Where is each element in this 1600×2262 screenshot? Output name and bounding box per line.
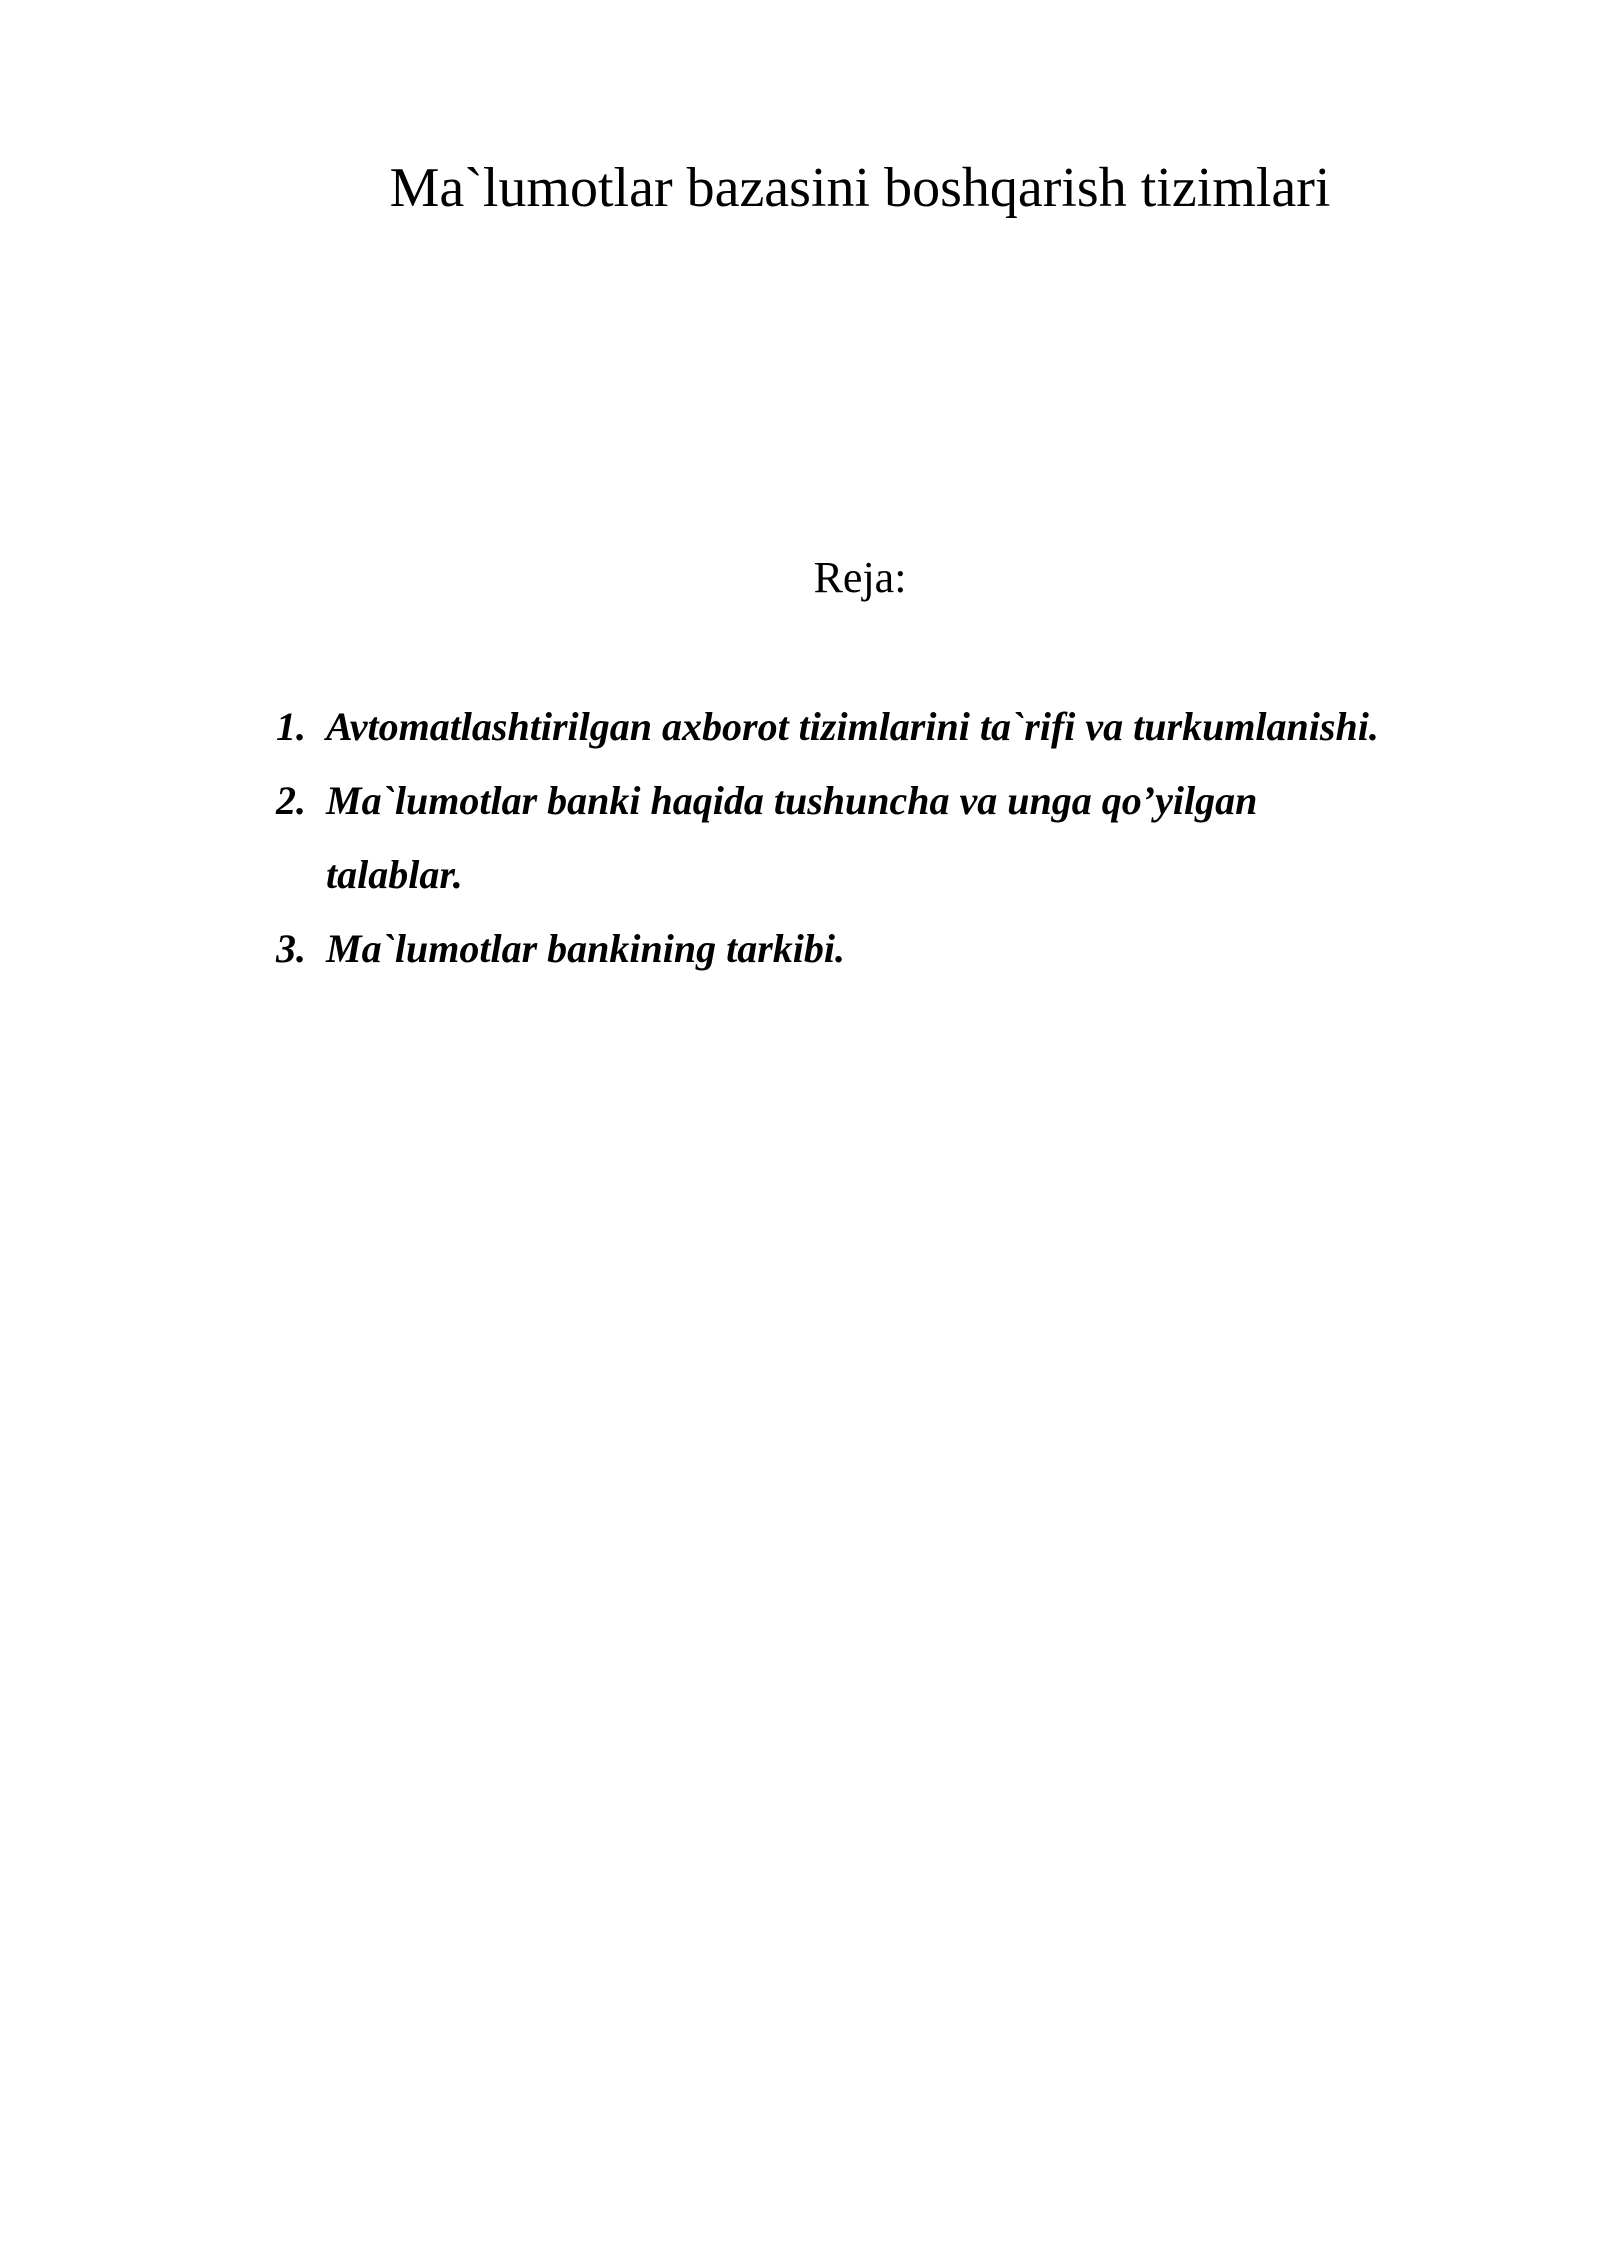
- document-title: Ma`lumotlar bazasini boshqarish tizimlari: [389, 157, 1331, 219]
- plan-item-text: [326, 912, 1506, 986]
- plan-heading: Reja:: [813, 553, 907, 602]
- plan-item-number: 3.: [276, 926, 306, 971]
- plan-item-line: talablar.: [326, 852, 463, 897]
- plan-item: [276, 912, 1506, 986]
- plan-item-line: Ma`lumotlar banki haqida tushuncha va unga qo’yilgan: [326, 778, 1258, 823]
- plan-item-line: Ma`lumotlar bankining tarkibi.: [326, 926, 846, 971]
- plan-item-number: 2.: [276, 778, 306, 823]
- plan-item-text: [326, 690, 1506, 764]
- plan-item: [276, 764, 1506, 912]
- plan-item: [276, 690, 1506, 764]
- plan-item-line: Avtomatlashtirilgan axborot tizimlarini ta`rifi va turkumlanishi.: [326, 704, 1379, 749]
- plan-list: [276, 690, 1506, 986]
- plan-item-text: [326, 764, 1506, 912]
- plan-item-number: 1.: [276, 704, 306, 749]
